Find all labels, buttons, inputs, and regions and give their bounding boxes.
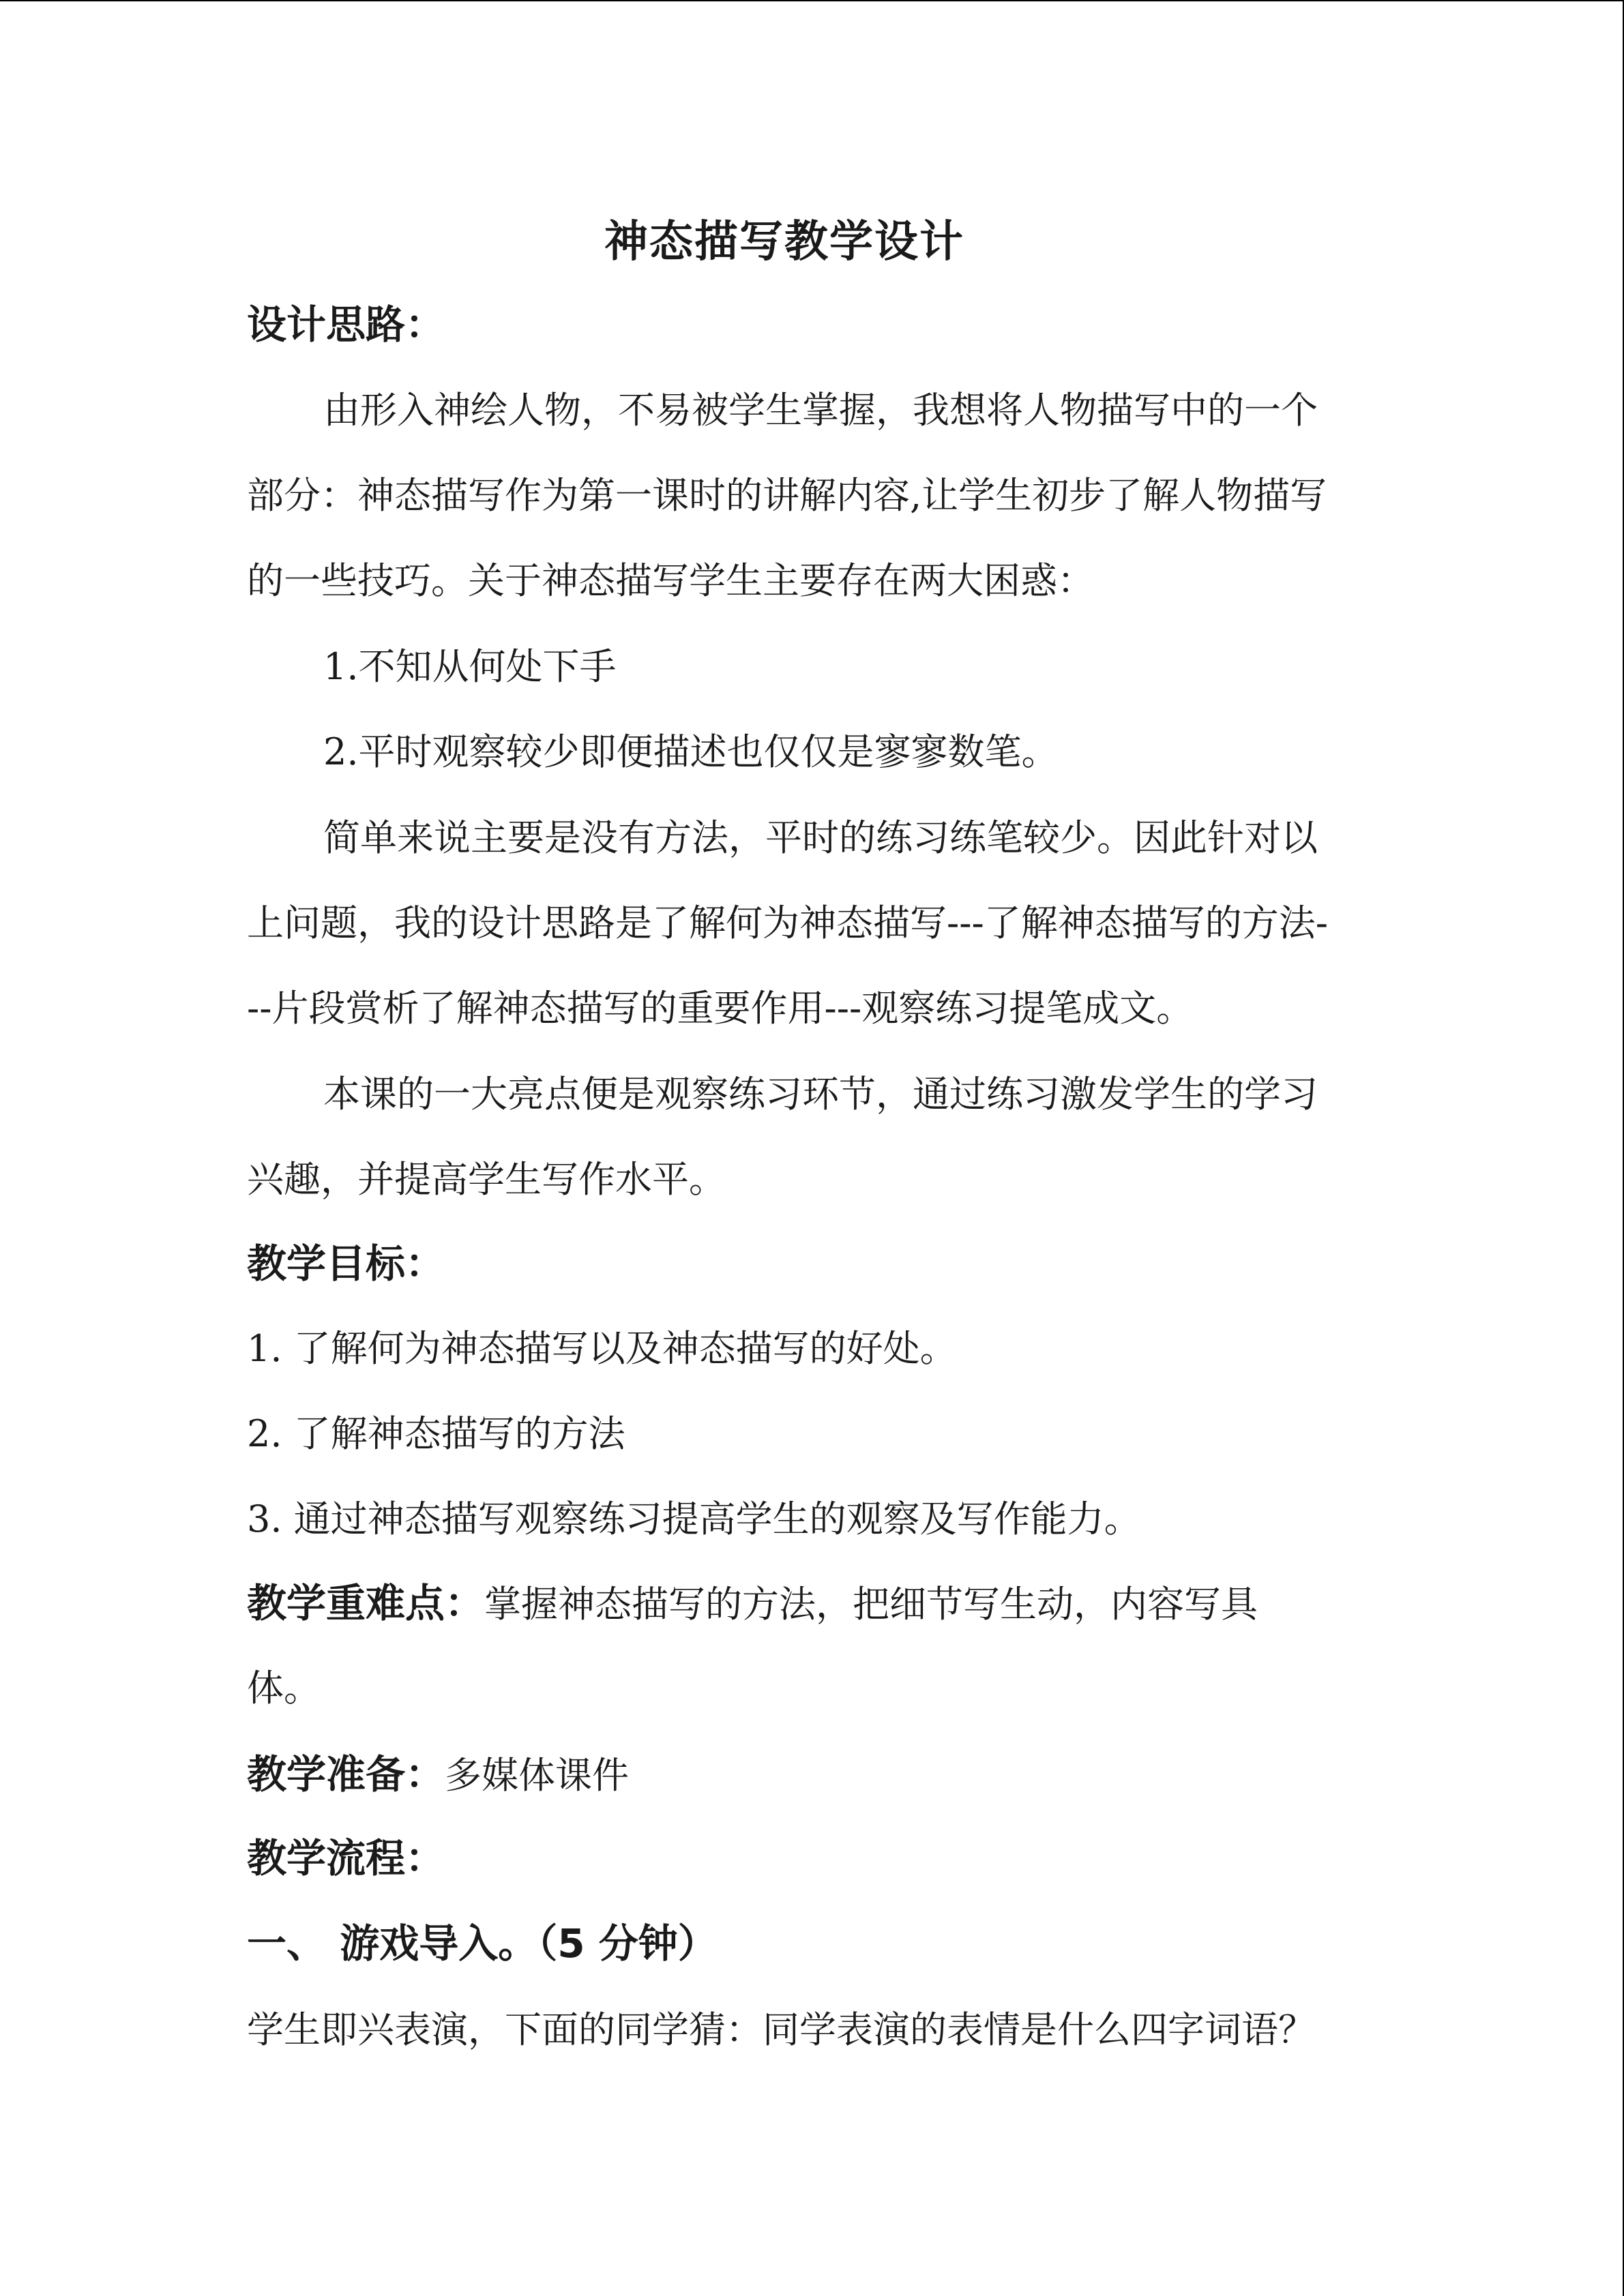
- key-points-line2: 体。: [247, 1667, 321, 1710]
- design-para2-line2: 上问题，我的设计思路是了解何为神态描写---了解神态描写的方法-: [247, 901, 1328, 944]
- design-para2-line3: --片段赏析了解神态描写的重要作用---观察练习提笔成文。: [247, 987, 1194, 1030]
- heading-teaching-goals: 教学目标：: [247, 1240, 445, 1287]
- preparation-line: [247, 1750, 629, 1800]
- step1-heading: 一、 游戏导入。（5 分钟）: [247, 1920, 718, 1967]
- design-para2-line1: 简单来说主要是没有方法，平时的练习练笔较少。因此针对以: [323, 816, 1318, 859]
- design-item2: 2.平时观察较少即便描述也仅仅是寥寥数笔。: [323, 730, 1059, 773]
- document-title: 神态描写教学设计: [604, 217, 964, 267]
- heading-design-idea: 设计思路：: [247, 301, 445, 348]
- design-para1-line3: 的一些技巧。关于神态描写学生主要存在两大困惑：: [247, 559, 1094, 602]
- design-para1-line1: 由形入神绘人物，不易被学生掌握，我想将人物描写中的一个: [323, 389, 1318, 432]
- design-para3-line2: 兴趣，并提高学生写作水平。: [247, 1158, 726, 1201]
- goal-item-2: 2. 了解神态描写的方法: [247, 1412, 625, 1455]
- design-item1: 1.不知从何处下手: [323, 645, 617, 688]
- heading-key-points: 教学重难点：: [247, 1580, 485, 1626]
- step1-text: 学生即兴表演，下面的同学猜：同学表演的表情是什么四字词语？: [247, 2008, 1315, 2051]
- design-para1-line2: 部分：神态描写作为第一课时的讲解内容,让学生初步了解人物描写: [247, 474, 1327, 517]
- preparation-text: 多媒体课件: [445, 1754, 630, 1797]
- key-points-line1: [247, 1579, 1258, 1628]
- goal-item-3: 3. 通过神态描写观察练习提高学生的观察及写作能力。: [247, 1497, 1141, 1540]
- key-points-text: 掌握神态描写的方法，把细节写生动，内容写具: [484, 1583, 1258, 1626]
- heading-preparation: 教学准备：: [247, 1751, 445, 1798]
- goal-item-1: 1. 了解何为神态描写以及神态描写的好处。: [247, 1327, 957, 1370]
- heading-teaching-flow: 教学流程：: [247, 1835, 445, 1881]
- design-para3-line1: 本课的一大亮点便是观察练习环节，通过练习激发学生的学习: [323, 1073, 1318, 1116]
